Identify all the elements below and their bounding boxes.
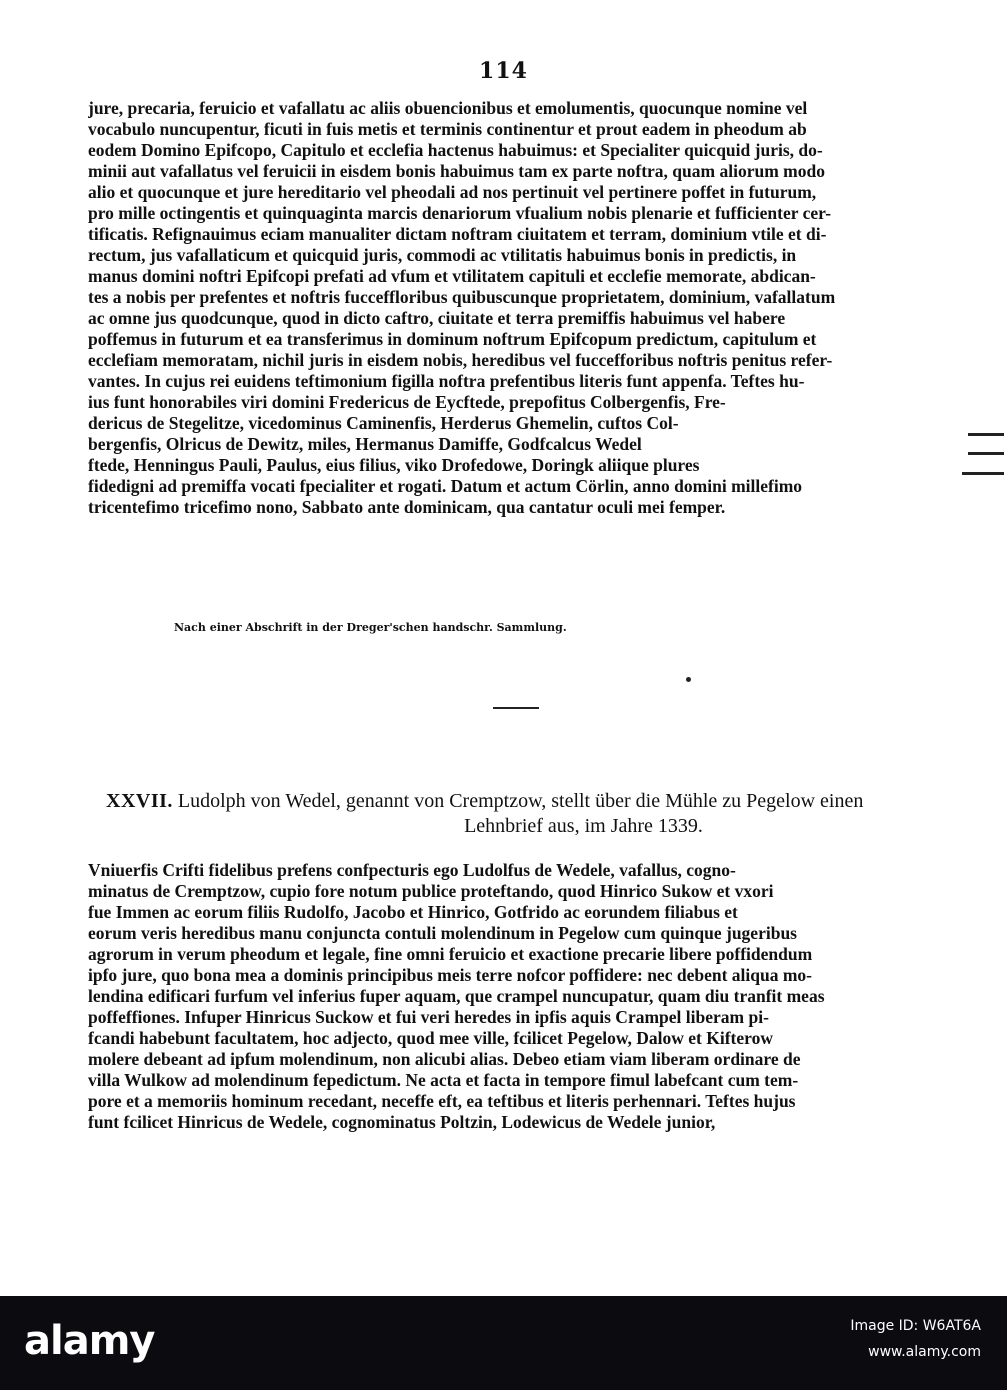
charter-number: XXVII. [106,790,173,812]
text-line: molere debeant ad ipfum molendinum, non alicubi alias. Debeo etiam viam liberam ordinare de [88,1049,801,1069]
text-line: vantes. In cujus rei euidens teftimonium figilla noftra prefentibus literis funt appenfa. Teftes hu- [88,371,805,391]
watermark-bar [0,1296,1007,1390]
text-line: tificatis. Refignauimus eciam manualiter dictam noftram ciuitatem et terram, dominium vtile et di- [88,224,827,244]
image-id: Image ID: W6AT6A [850,1318,981,1334]
source-note: Nach einer Abschrift in der Dreger'schen handschr. Sammlung. [174,621,567,634]
text-line: manus domini noftri Epifcopi prefati ad vfum et vtilitatem capituli et ecclefie memorate, abdican- [88,266,816,286]
text-line: tricentefimo tricefimo nono, Sabbato ante dominicam, qua cantatur oculi mei femper. [88,497,726,517]
text-line: eorum veris heredibus manu conjuncta contuli molendinum in Pegelow cum quinque jugeribus [88,923,797,943]
text-line: pro mille octingentis et quinquaginta marcis denariorum vfualium nobis plenarie et fufficienter cer- [88,203,832,223]
text-line: alio et quocunque et jure hereditario vel pheodali ad nos pertinuit vel pertinere poffet in futurum, [88,182,817,202]
text-line: jure, precaria, feruicio et vafallatu ac aliis obuencionibus et emolumentis, quocunque nomine vel [88,98,808,118]
text-line: ius funt honorabiles viri domini Fredericus de Eycftede, prepofitus Colbergenfis, Fre- [88,392,726,412]
brand-url: www.alamy.com [868,1344,981,1360]
text-line: vocabulo nuncupentur, ficuti in fuis metis et terminis continentur et prout eadem in pheodum ab [88,119,807,139]
brand-logo: alamy [24,1318,155,1364]
text-line: poffemus in futurum et ea transferimus in dominum noftrum Epifcopum predictum, capitulum et [88,329,817,349]
charter-title-line-2: Lehnbrief aus, im Jahre 1339. [464,815,703,837]
text-line: minatus de Cremptzow, cupio fore notum publice proteftando, quod Hinrico Sukow et vxori [88,881,774,901]
text-line: fcandi habebunt facultatem, hoc adjecto, quod mee ville, fcilicet Pegelow, Dalow et Kifterow [88,1028,773,1048]
charter-2-text [88,860,991,1133]
text-line: tes a nobis per prefentes et noftris fucceffloribus quibuscunque proprietatem, dominium, vafallatum [88,287,836,307]
text-line: poffeffiones. Infuper Hinricus Suckow et fui veri heredes in ipfis aquis Crampel liberam pi- [88,1007,769,1027]
text-line: Vniuerfis Crifti fidelibus prefens confpecturis ego Ludolfus de Wedele, vafallus, cogno- [88,860,736,880]
margin-bracket-mark [968,433,1004,436]
text-line: ecclefiam memoratam, nichil juris in eisdem nobis, heredibus vel fuccefforibus noftris penitus refer- [88,350,833,370]
text-line: bergenfis, Olricus de Dewitz, miles, Hermanus Damiffe, Godfcalcus Wedel [88,434,642,454]
text-line: ipfo jure, quo bona mea a dominis principibus meis terre nofcor poffidere: nec debent aliqua mo- [88,965,812,985]
charter-title-line-1: Ludolph von Wedel, genannt von Cremptzow, stellt über die Mühle zu Pegelow einen [177,790,864,812]
text-line: agrorum in verum pheodum et legale, fine omni feruicio et exactione precarie libere poffidendum [88,944,813,964]
text-line: pore et a memoriis hominum recedant, neceffe eft, ea teftibus et literis perhennari. Teftes hujus [88,1091,796,1111]
text-line: ac omne jus quodcunque, quod in dicto caftro, ciuitate et terra premiffis habuimus vel habere [88,308,786,328]
text-line: minii aut vafallatus vel feruicii in eisdem bonis habuimus tam ex parte noftra, quam aliorum modo [88,161,825,181]
margin-bracket-mark [962,472,1004,475]
margin-bracket-mark [968,452,1004,455]
ink-speck [686,677,691,682]
section-divider [493,707,539,709]
text-line: fue Immen ac eorum filiis Rudolfo, Jacobo et Hinrico, Gotfrido ac eorundem filiabus et [88,902,738,922]
charter-2-heading [106,789,1001,839]
text-line: ftede, Henningus Pauli, Paulus, eius filius, viko Drofedowe, Doringk aliique plures [88,455,700,475]
text-line: lendina edificari furfum vel inferius fuper aquam, que crampel nuncupatur, quam diu tranfit meas [88,986,825,1006]
text-line: rectum, jus vafallaticum et quicquid juris, commodi ac vtilitatis habuimus bonis in predictis, in [88,245,797,265]
text-line: fidedigni ad premiffa vocati fpecialiter et rogati. Datum et actum Cörlin, anno domini millefimo [88,476,803,496]
text-line: eodem Domino Epifcopo, Capitulo et ecclefia hactenus habuimus: et Specialiter quicquid juris, do- [88,140,823,160]
charter-1-text [88,98,991,518]
page-number: 114 [479,58,528,84]
text-line: funt fcilicet Hinricus de Wedele, cognominatus Poltzin, Lodewicus de Wedele junior, [88,1112,716,1132]
text-line: villa Wulkow ad molendinum fepedictum. Ne acta et facta in tempore fimul labefcant cum tem- [88,1070,799,1090]
text-line: dericus de Stegelitze, vicedominus Caminenfis, Herderus Ghemelin, cuftos Col- [88,413,679,433]
